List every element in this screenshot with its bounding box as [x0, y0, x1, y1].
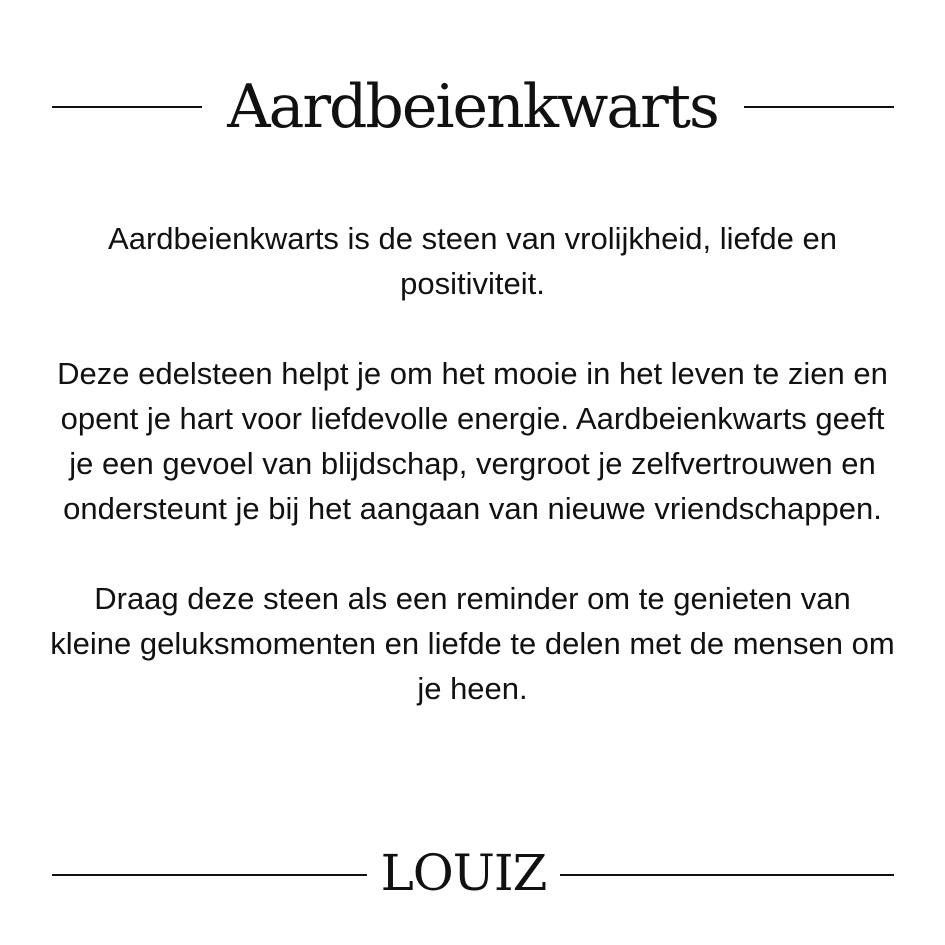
description-body [50, 216, 895, 711]
title-row [0, 62, 945, 152]
footer-divider-left [52, 874, 367, 876]
footer-divider-right [560, 874, 894, 876]
reminder-paragraph: Draag deze steen als een reminder om te genieten van kleine geluksmomenten en liefde te delen met de mensen om je heen. [50, 581, 895, 706]
benefits-paragraph: Deze edelsteen helpt je om het mooie in het leven te zien en opent je hart voor liefdevolle energie. Aardbeienkwarts geeft je een gevoel van blijdschap, vergroot je zelfvertrouwen en ondersteunt je bij het aangaan van nieuwe vriendschappen. [57, 356, 888, 526]
footer-row [0, 838, 945, 908]
page-title: Aardbeienkwarts [227, 72, 718, 142]
intro-paragraph: Aardbeienkwarts is de steen van vrolijkheid, liefde en positiviteit. [108, 221, 837, 301]
title-divider-left [52, 106, 202, 108]
brand-logo: LOUIZ [380, 844, 547, 902]
title-divider-right [744, 106, 894, 108]
